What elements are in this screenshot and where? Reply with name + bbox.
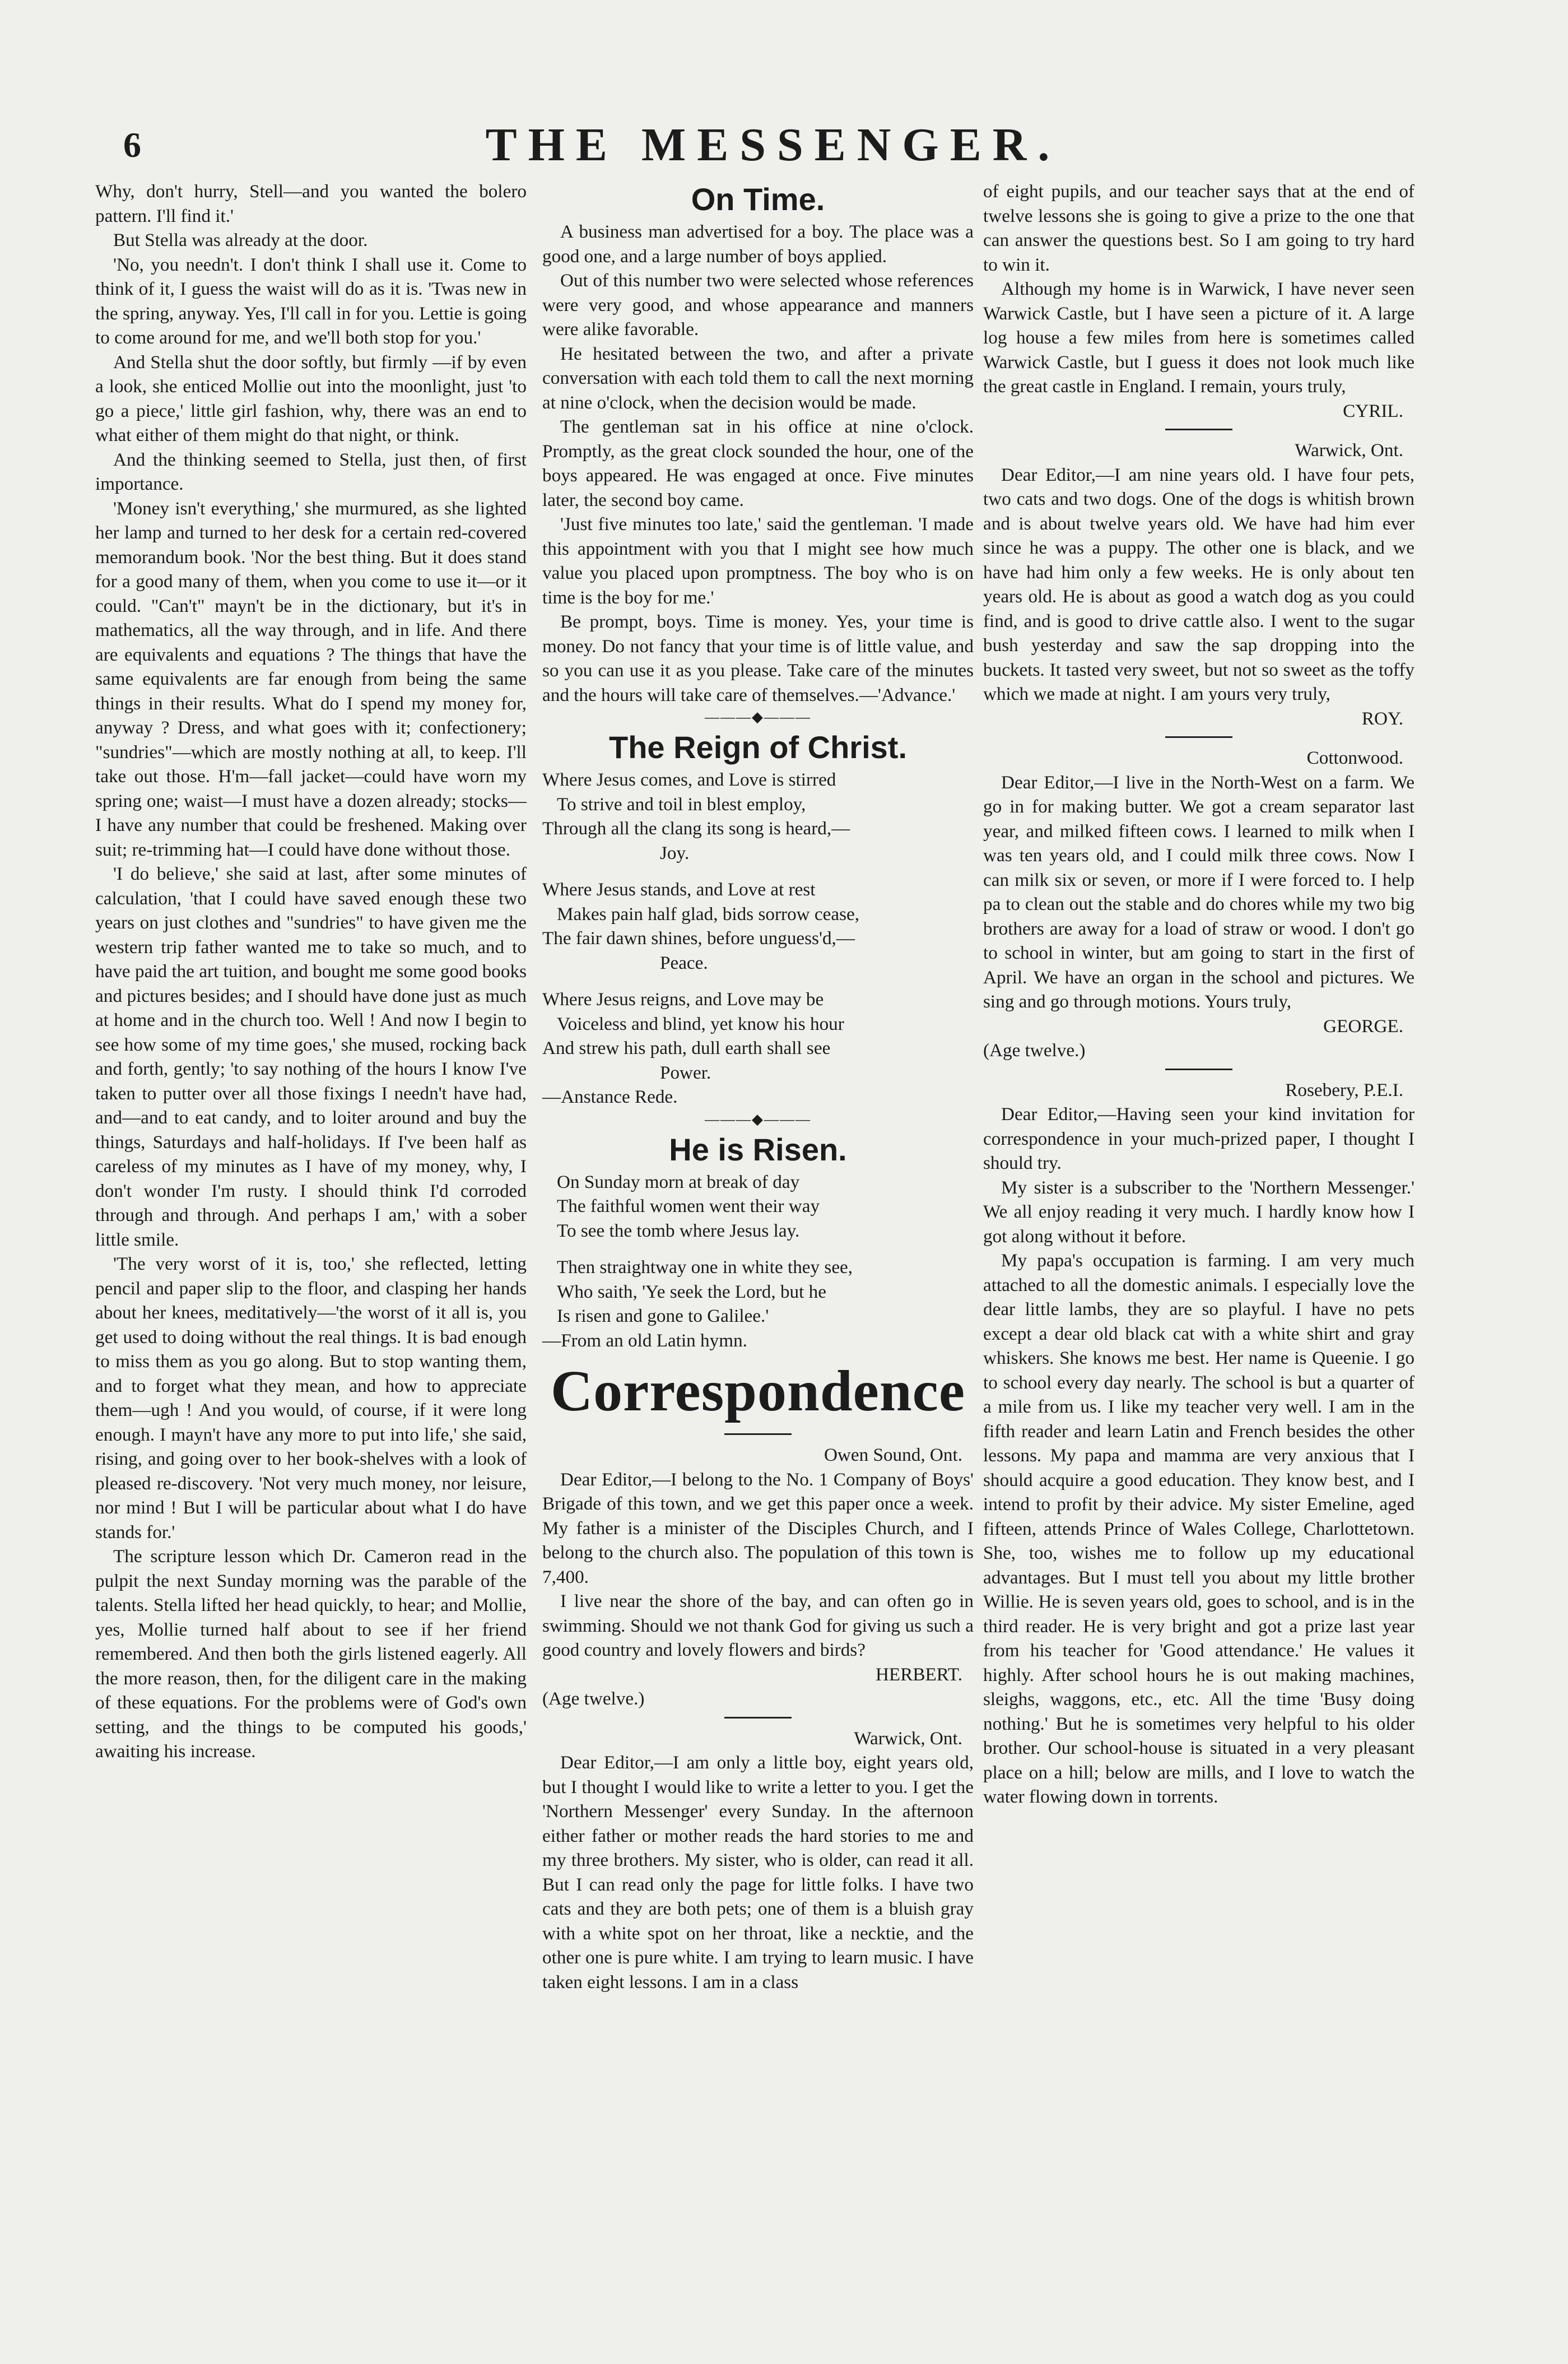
poem-stanza <box>542 1170 974 1243</box>
poem-line: Is risen and gone to Galilee.' <box>557 1306 769 1326</box>
letter-place: Warwick, Ont. <box>854 1727 962 1749</box>
letter-signature: ROY. <box>1361 708 1403 729</box>
paragraph: Although my home is in Warwick, I have never seen Warwick Castle, but I have seen a picture of it. A large log house a few miles from here is sometimes called Warwick Castle, but I guess it does not look much like the great castle in England. I remain, yours truly, <box>983 278 1415 397</box>
poem-line: Peace. <box>660 952 708 973</box>
poem-line: The faithful women went their way <box>557 1196 820 1216</box>
letter-signature: GEORGE. <box>1323 1015 1403 1037</box>
paragraph: Out of this number two were selected whose references were very good, and whose appearance and manners were alike favorable. <box>542 270 974 340</box>
poem-line: The fair dawn shines, before unguess'd,— <box>542 928 855 949</box>
paragraph: He hesitated between the two, and after a private conversation with each told them to call the next morning at nine o'clock, when the decision would be made. <box>542 343 974 413</box>
divider-rule <box>1165 1069 1232 1070</box>
paragraph: But Stella was already at the door. <box>113 230 368 250</box>
divider-ornament: ———◆——— <box>705 1111 811 1127</box>
page-number: 6 <box>123 125 141 165</box>
poem-line: Voiceless and blind, yet know his hour <box>557 1013 844 1034</box>
paragraph: Why, don't hurry, Stell—and you wanted the bolero pattern. I'll find it.' <box>95 181 527 226</box>
paragraph: I live near the shore of the bay, and can often go in swimming. Should we not thank God for giving us such a good country and lovely flowers and birds? <box>542 1591 974 1660</box>
divider-rule <box>724 1717 792 1719</box>
masthead <box>112 112 1434 174</box>
poem-line: And strew his path, dull earth shall see <box>542 1038 831 1058</box>
paragraph: The gentleman sat in his office at nine o'clock. Promptly, as the great clock sounded the hour, one of the boys appeared. He was engaged at once. Five minutes later, the second boy came. <box>542 416 974 510</box>
divider-rule <box>1165 736 1232 738</box>
poem-line: To see the tomb where Jesus lay. <box>557 1220 800 1241</box>
divider-rule <box>724 1433 792 1435</box>
paragraph: And Stella shut the door softly, but firmly —if by even a look, she enticed Mollie out into the moonlight, just 'to go a piece,' little girl fashion, why, there was an end to what either of them might do that night, or think. <box>95 351 527 445</box>
letter-place: Cottonwood. <box>1306 747 1403 768</box>
article-title-on-time: On Time. <box>691 182 825 217</box>
paragraph: Dear Editor,—I belong to the No. 1 Company of Boys' Brigade of this town, and we get this paper once a week. My father is a minister of the Disciples Church, and I belong to the church also. The population of this town is 7,400. <box>542 1469 974 1587</box>
poem-source: —From an old Latin hymn. <box>542 1330 747 1351</box>
paragraph: Dear Editor,—I am only a little boy, eight years old, but I thought I would like to write a letter to you. I get the 'Northern Messenger' every Sunday. In the afternoon either father or mother reads the hard stories to me and my three brothers. My sister, who is older, can read it all. But I can read only the page for little folks. I have two cats and they are both pets; one of them is a bluish gray with a white spot on her throat, like a necktie, and the other one is pure white. I am trying to learn music. I have taken eight lessons. I am in a class <box>542 1752 974 1993</box>
paragraph: of eight pupils, and our teacher says that at the end of twelve lessons she is going to give a prize to the one that can answer the questions best. So I am going to try hard to win it. <box>983 181 1415 275</box>
poem-he-is-risen <box>542 1170 974 1353</box>
poem-line: Makes pain half glad, bids sorrow cease, <box>557 903 860 925</box>
poem-line: Where Jesus comes, and Love is stirred <box>542 769 836 790</box>
paragraph: 'I do believe,' she said at last, after some minutes of calculation, 'that I could have saved enough these two years on just clothes and "sundries" to have given me the western trip father wanted me to take so much, and to have paid the art tuition, and bought me some good books and pictures besides; and I should have done just as much at home and in the church too. Well ! And now I begin to see how some of my time goes,' she mused, rocking back and forth, gently; 'to say nothing of the hours I know I've taken to putter over all those fixings I needn't have had, and—and to eat candy, and to loiter around and buy the things, Saturdays and half-holidays. If I've been half as careless of my minutes as I have of my money, why, I don't wonder I'm rusty. I should think I'd corroded through and through. And perhaps I am,' with a sober little smile. <box>95 863 527 1250</box>
paragraph: 'No, you needn't. I don't think I shall use it. Come to think of it, I guess the waist will do as it is. 'Twas new in the spring, anyway. Yes, I'll call in for you. Lettie is going to come around for me, and we'll both stop for you.' <box>95 254 527 348</box>
letter-age: (Age twelve.) <box>542 1688 645 1709</box>
letter-age: (Age twelve.) <box>983 1040 1086 1061</box>
paragraph: My papa's occupation is farming. I am very much attached to all the domestic animals. I especially love the dear little lambs, they are so playful. I have no pets except a dear old black cat with a white shirt and gray whiskers. She knows me best. Her name is Queenie. I go to school every day nearly. The school is but a quarter of a mile from us. I like my teacher very well. I am in the fifth reader and learn Latin and French besides the other lessons. My papa and mamma are very anxious that I should acquire a good education. They know best, and I intend to profit by their advice. My sister Emeline, aged fifteen, attends Prince of Wales College, Charlottetown. She, too, wishes me to follow up my educational advantages. But I must tell you about my little brother Willie. He is seven years old, goes to school, and is in the third reader. He is very bright and got a prize last year from his teacher for 'Good attendance.' He values it highly. After school hours he is out making machines, sleighs, waggons, etc., etc. All the time 'Busy doing nothing.' But he is sometimes very helpful to his older brother. Our school-house is situated in a very pleasant place on a hill; below are mills, and I love to watch the water flowing down in torrents. <box>983 1250 1415 1807</box>
paper-title: THE MESSENGER. <box>485 119 1061 171</box>
column-1 <box>95 179 527 1764</box>
poem-stanza <box>542 1255 974 1329</box>
paragraph: Dear Editor,—I live in the North-West on a farm. We go in for making butter. We got a cream separator last year, and milked fifteen cows. I learned to milk when I was ten years old, and I could milk three cows. Now I can milk six or seven, or more if I were forced to. I help pa to clean out the stable and do chores while my two big brothers are away for a load of straw or wood. I don't go to school in winter, but am going to start in the first of April. We have an organ in the school and pictures. We sing and go through motions. Yours truly, <box>983 772 1415 1012</box>
poem-stanza <box>542 877 974 975</box>
paragraph: The scripture lesson which Dr. Cameron read in the pulpit the next Sunday morning was the parable of the talents. Stella lifted her head quickly, to hear; and Mollie, yes, Mollie turned half about to see if her friend remembered. And then both the girls listened eagerly. All the more reason, then, for the diligent care in the making of these equations. For the problems were of God's own setting, and the things to be computed his goods,' awaiting his increase. <box>95 1546 527 1762</box>
paragraph: 'Money isn't everything,' she murmured, as she lighted her lamp and turned to her desk for a certain red-covered memorandum book. 'Nor the best thing. But it does stand for a good many of them, when you come to use it—or it could. "Can't" mayn't be in the dictionary, but it's in mathematics, all the way through, and in life. And there are equivalents and equations ? The things that have the same equivalents are far enough from being the same things in their results. What do I spend my money for, anyway ? Dress, and what goes with it; confectionery; "sundries"—which are mostly nothing at all, to keep. I'll take out those. H'm—fall jacket—could have worn my spring one; waist—I must have a dozen already; stocks—I have any number that could be freshened. Making over suit; re-trimming hat—I could have done without those. <box>95 498 527 860</box>
poem-line: On Sunday morn at break of day <box>557 1171 800 1192</box>
divider-rule <box>1165 429 1232 430</box>
poem-line: Who saith, 'Ye seek the Lord, but he <box>557 1281 826 1302</box>
paragraph: My sister is a subscriber to the 'Northern Messenger.' We all enjoy reading it very much. I hardly know how I got along without it before. <box>983 1177 1415 1247</box>
letter-place: Rosebery, P.E.I. <box>1285 1079 1403 1100</box>
poem-line: Where Jesus reigns, and Love may be <box>542 989 824 1010</box>
poem-stanza <box>542 768 974 865</box>
column-3 <box>983 179 1415 1809</box>
column-2 <box>542 179 974 1994</box>
section-title-correspondence: Correspondence <box>550 1359 966 1423</box>
poem-line: To strive and toil in blest employ, <box>557 793 806 815</box>
paragraph: Be prompt, boys. Time is money. Yes, your time is money. Do not fancy that your time is of little value, and so you can use it as you please. Take care of the minutes and the hours will take care of themselves.—'Advance.' <box>542 611 974 705</box>
poem-line: Where Jesus stands, and Love at rest <box>542 879 816 900</box>
letter-place: Owen Sound, Ont. <box>823 1445 962 1465</box>
poem-stanza <box>542 987 974 1085</box>
paragraph: 'Just five minutes too late,' said the gentleman. 'I made this appointment with you that I might see how much value you placed upon promptness. The boy who is on time is the boy for me.' <box>542 514 974 608</box>
poem-line: Through all the clang its song is heard,— <box>542 818 850 839</box>
divider-ornament: ———◆——— <box>705 709 811 725</box>
poem-line: Then straightway one in white they see, <box>557 1257 853 1278</box>
letter-place: Warwick, Ont. <box>1295 440 1403 461</box>
paragraph: A business man advertised for a boy. The place was a good one, and a large number of boys applied. <box>542 221 974 267</box>
paragraph: Dear Editor,—I am nine years old. I have four pets, two cats and two dogs. One of the dogs is whitish brown and is about twelve years old. We have had him ever since he was a puppy. The other one is black, and we have had him only a few weeks. He is only about ten years old. He is about as good a watch dog as you could find, and is good to drive cattle also. I went to the sugar bush yesterday and saw the sap dropping into the buckets. It tasted very sweet, but not so sweet as the toffy which we made at night. I am yours very truly, <box>983 464 1415 704</box>
poem-title-reign-of-christ: The Reign of Christ. <box>609 730 907 765</box>
poem-author: —Anstance Rede. <box>542 1086 678 1107</box>
letter-signature: HERBERT. <box>875 1664 962 1685</box>
paragraph: And the thinking seemed to Stella, just then, of first importance. <box>95 449 527 494</box>
letter-signature: CYRIL. <box>1343 400 1403 421</box>
poem-line: Power. <box>660 1062 711 1083</box>
poem-reign-of-christ <box>542 768 974 1109</box>
poem-line: Joy. <box>660 842 690 863</box>
paragraph: Dear Editor,—Having seen your kind invitation for correspondence in your much-prized paper, I thought I should try. <box>983 1104 1415 1173</box>
paragraph: 'The very worst of it is, too,' she reflected, letting pencil and paper slip to the floor, and clasping her hands about her knees, meditatively—'the worst of it all is, you get used to doing without the real things. It is bad enough to miss them as you go along. But to stop wanting them, and to forget what they mean, and how to appreciate them—ugh ! And you would, of course, if it were long enough. I mayn't have any more to put into life,' she said, rising, and going over to her book-shelves with a look of pleased re-discovery. 'Not very much money, nor leisure, nor mind ! But I will be particular about what I do have stands for.' <box>95 1253 527 1543</box>
poem-title-he-is-risen: He is Risen. <box>669 1131 847 1167</box>
